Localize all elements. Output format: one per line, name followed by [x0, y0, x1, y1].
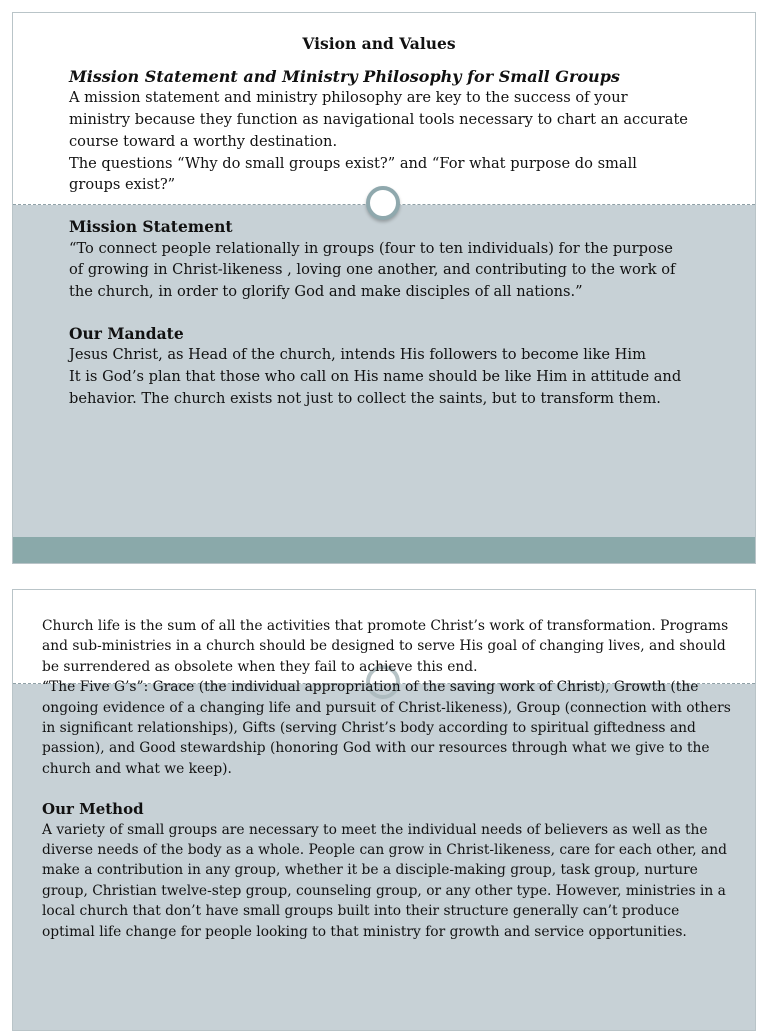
paragraph-mission-statement: “To connect people relationally in groups (four to ten individuals) for the purpose of growing in Christ-likeness , loving one another, and contributing to the work of the church, in order to glorify God and make disciples of all nations.”: [69, 239, 676, 301]
slide1-content: [69, 33, 689, 410]
paragraph-church-life: Church life is the sum of all the activities that promote Christ’s work of transformation. Programs and sub-ministries in a church should be designed to serve His goal of changing lives, and should be surrendered as obsolete when they fail to achieve this end.: [42, 618, 729, 675]
paragraph-method: A variety of small groups are necessary to meet the individual needs of believers as well as the diverse needs of the body as a whole. People can grow in Christ-likeness, care for each other, and make a contribution in any group, whether it be a disciple-making group, task group, nurture group, Christian twelve-step group, counseling group, or any other type. However, ministries in a local church that don’t have small groups built into their structure generally can’t produce optimal life change for people looking to that ministry for growth and service opportunities.: [42, 821, 727, 940]
paragraph-five-gs: “The Five G’s”: Grace (the individual appropriation of the saving work of Christ), Growth (the ongoing evidence of a changing life and pursuit of Christ-likeness), Group (connection with others in significant relationships), Gifts (serving Christ’s body according to spiritual giftedness and passion), and Good stewardship (honoring God with our resources through what we give to the church and what we keep).: [42, 679, 731, 777]
paragraph-mandate-1: Jesus Christ, as Head of the church, intends His followers to become like Him: [69, 346, 646, 364]
spacer: [69, 303, 689, 323]
paragraph-intro: A mission statement and ministry philosophy are key to the success of your ministry because they function as navigational tools necessary to chart an accurate course toward a worthy destination.: [69, 89, 688, 150]
page-title: Vision and Values: [302, 34, 456, 53]
paragraph-mandate-2: It is God’s plan that those who call on His name should be like Him in attitude and behavior. The church exists not just to collect the saints, but to transform them.: [69, 368, 682, 407]
slide-footer-bar: [13, 537, 755, 563]
spacer: [42, 779, 732, 799]
spacer: [69, 196, 689, 216]
paragraph-questions: The questions “Why do small groups exist?” and “For what purpose do small groups exist?”: [69, 154, 637, 194]
heading-our-method: Our Method: [42, 800, 144, 819]
slide2-content: [42, 616, 732, 942]
heading-our-mandate: Our Mandate: [69, 323, 184, 343]
slide-church-life: [12, 589, 756, 1031]
slide-vision-values: [12, 12, 756, 564]
heading-mission-philosophy: Mission Statement and Ministry Philosophy for Small Groups: [69, 66, 620, 86]
heading-mission-statement: Mission Statement: [69, 216, 233, 236]
